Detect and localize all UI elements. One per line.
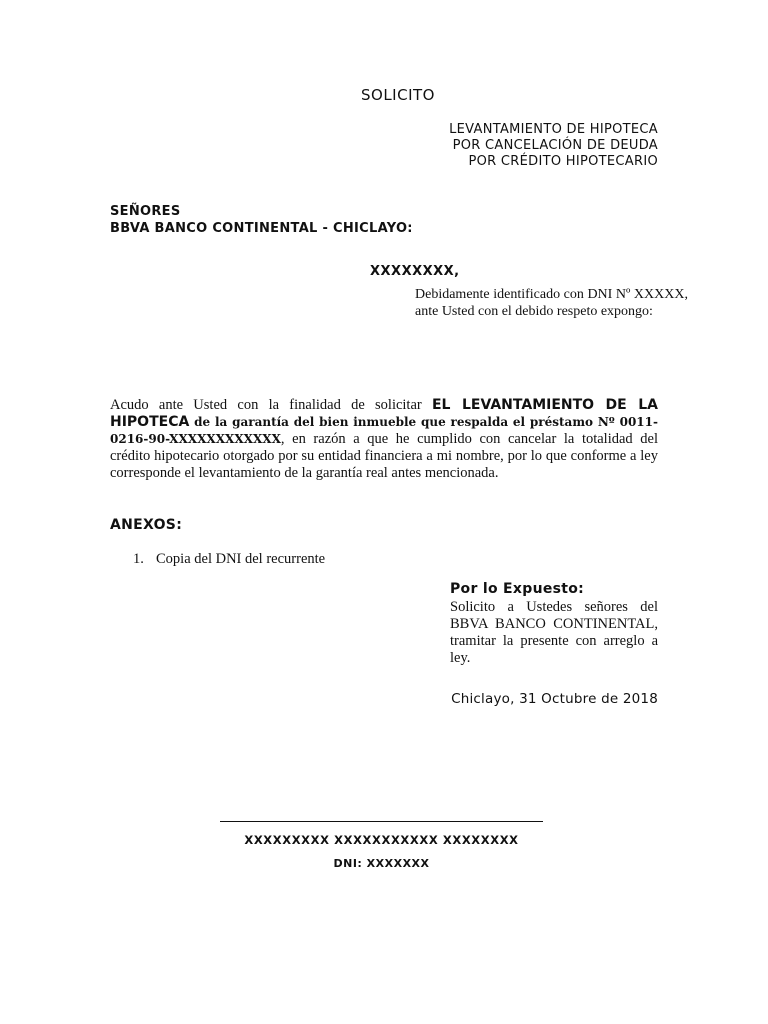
signer-name: XXXXXXXXX XXXXXXXXXXX XXXXXXXX: [244, 833, 519, 847]
signer-dni: DNI: XXXXXXX: [333, 857, 430, 870]
sender-name: XXXXXXXX,: [370, 264, 460, 279]
subject-line: POR CANCELACIÓN DE DEUDA: [452, 138, 658, 153]
body-loan-reference: de la garantía del bien inmueble que respalda el préstamo Nº 0011-0216-90-XXXXXXXXXXXX: [110, 415, 658, 446]
place-date: Chiclayo, 31 Octubre de 2018: [451, 691, 658, 707]
conclusion-heading: Por lo Expuesto:: [450, 581, 585, 597]
list-item: [133, 551, 325, 568]
subject-line: LEVANTAMIENTO DE HIPOTECA: [449, 122, 658, 137]
addressee-line: SEÑORES: [110, 204, 181, 219]
body-emphasis: EL LEVANTAMIENTO DE LA HIPOTECA: [110, 397, 659, 430]
intro-paragraph: Debidamente identificado con DNI Nº XXXXX, ante Usted con el debido respeto expongo:: [415, 287, 688, 319]
addressee-line: BBVA BANCO CONTINENTAL - CHICLAYO:: [110, 221, 413, 236]
document-title: SOLICITO: [361, 86, 435, 104]
signature-line: [220, 821, 543, 822]
anexos-list: [133, 551, 325, 568]
body-text-part: , en razón a que he cumplido con cancelar la totalidad del crédito hipotecario otorgado por su entidad financiera a mi nombre, por lo que conforme a ley corresponde el levantamiento de la garantía real antes mencionada.: [110, 431, 658, 481]
subject-line: POR CRÉDITO HIPOTECARIO: [468, 154, 658, 169]
conclusion-paragraph: Solicito a Ustedes señores del BBVA BANCO CONTINENTAL, tramitar la presente con arreglo a ley.: [450, 599, 658, 666]
list-item-text: Copia del DNI del recurrente: [156, 551, 326, 567]
anexos-heading: ANEXOS:: [110, 517, 183, 533]
subject-block: [449, 122, 658, 170]
body-text-part: Acudo ante Usted con la finalidad de solicitar: [110, 397, 432, 413]
list-item-number: 1.: [133, 551, 144, 567]
addressee-block: [110, 203, 413, 237]
body-paragraph: [110, 397, 658, 482]
